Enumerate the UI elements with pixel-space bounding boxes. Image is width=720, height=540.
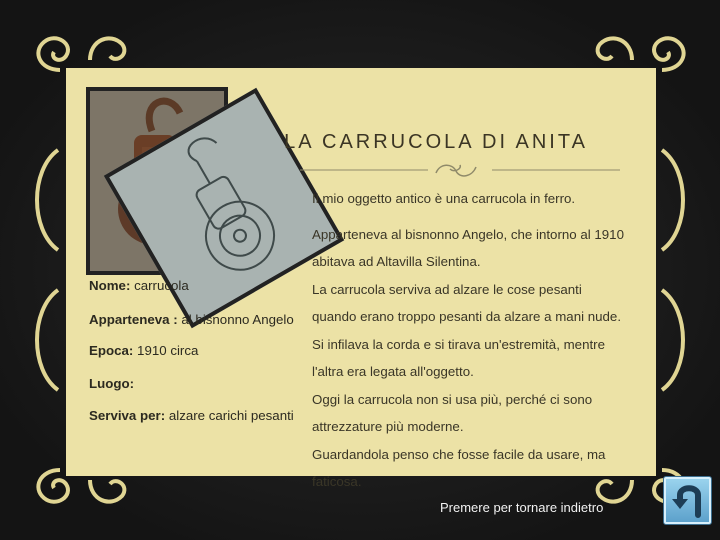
story-line: Guardandola penso che fosse facile da usare, ma bbox=[312, 446, 606, 462]
field-luogo bbox=[89, 376, 134, 391]
field-serviva bbox=[89, 408, 294, 423]
back-button[interactable] bbox=[663, 476, 712, 525]
field-nome-value: carrucola bbox=[134, 278, 189, 293]
field-nome bbox=[89, 278, 189, 293]
field-apparteneva-value: al bisnonno Angelo bbox=[181, 312, 294, 327]
story-line: abitava ad Altavilla Silentina. bbox=[312, 254, 481, 269]
field-nome-label: Nome: bbox=[89, 278, 131, 293]
story-line: quando erano troppo pesanti da alzare a mani nude. bbox=[312, 309, 622, 324]
field-luogo-label: Luogo: bbox=[89, 376, 135, 391]
story-text bbox=[312, 185, 652, 496]
story-line: Si infilava la corda e si tirava un'estremità, mentre bbox=[312, 336, 605, 352]
story-line: La carrucola serviva ad alzare le cose pesanti bbox=[312, 281, 582, 297]
back-link[interactable]: Premere per tornare indietro bbox=[440, 500, 604, 515]
story-line: Oggi la carrucola non si usa più, perché ci sono bbox=[312, 391, 593, 407]
story-line: Apparteneva al bisnonno Angelo, che intorno al 1910 bbox=[312, 226, 624, 242]
field-epoca-label: Epoca: bbox=[89, 343, 134, 358]
field-epoca-value: 1910 circa bbox=[137, 343, 199, 358]
story-line: l'altra era legata all'oggetto. bbox=[312, 364, 474, 379]
field-serviva-label: Serviva per: bbox=[89, 408, 166, 423]
u-turn-arrow-icon bbox=[664, 477, 711, 524]
story-line: faticosa. bbox=[312, 474, 362, 489]
slide-title: LA CARRUCOLA DI ANITA bbox=[284, 131, 588, 153]
field-apparteneva bbox=[89, 312, 294, 327]
field-epoca bbox=[89, 343, 198, 358]
story-line: attrezzature più moderne. bbox=[312, 419, 464, 434]
field-apparteneva-label: Apparteneva : bbox=[89, 312, 178, 327]
field-serviva-value: alzare carichi pesanti bbox=[168, 408, 294, 423]
story-line: Il mio oggetto antico è una carrucola in ferro. bbox=[312, 191, 576, 206]
title-divider bbox=[300, 159, 620, 181]
